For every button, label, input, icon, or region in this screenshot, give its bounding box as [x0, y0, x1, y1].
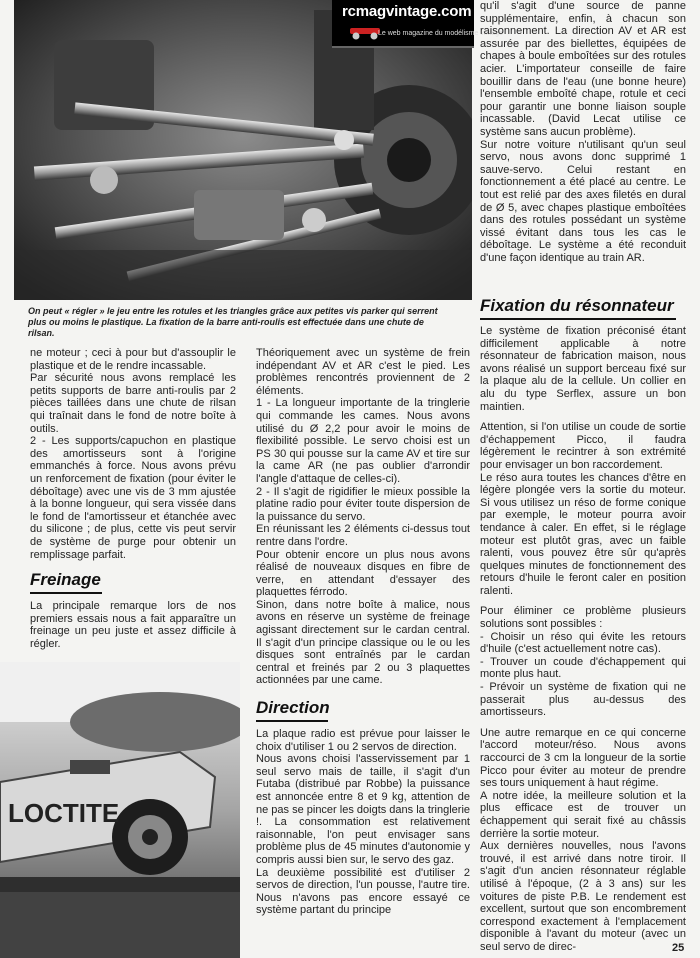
paragraph: Nous avons choisi l'asservissement par 1 seul servo mais de taille, il s'agit d'un Futaba (distribué par Robbe) la puissance est annoncée entre 8 et 9 kg, attention de ne pas se pincer les doigts dans la tringlerie !. La consommation est relativement raisonnable, l'on peut envisager sans problème plus de 45 minutes d'autonomie y compris aussi bien sur, le servo des gaz.	[256, 753, 471, 866]
paragraph: Théoriquement avec un système de frein indépendant AV et AR c'est le pied. Les problèmes rencontrés proviennent de 2 éléments.	[256, 347, 470, 397]
column-2-bottom	[256, 728, 470, 917]
heading-text: Direction	[256, 698, 330, 717]
heading-underline	[30, 592, 102, 594]
bodywork-lettering: LOCTITE	[8, 798, 120, 828]
heading-fixation-resonnateur	[480, 296, 674, 316]
heading-text: Fixation du résonnateur	[480, 296, 674, 315]
paragraph: Attention, si l'on utilise un coude de sortie d'échappement Picco, il faudra légèrement le recintrer à son extrémité pour envisager un bon raccordement.	[480, 421, 686, 471]
paragraph: Sinon, dans notre boîte à malice, nous avons en réserve un système de freinage agissant directement sur le cardan central. Il s'agit d'un principe classique ou le ou les disques sont entraînés par le cardan central et freinés par 2 ou 3 plaquettes actionnées par une came.	[256, 598, 470, 687]
paragraph: A notre idée, la meilleure solution et la plus efficace est de trouver un échappement qui serait fixé au châssis derrière la sortie moteur.	[480, 789, 686, 840]
paragraph: La plaque radio est prévue pour laisser le choix d'utiliser 1 ou 2 servos de direction.	[256, 728, 470, 753]
page-number: 25	[672, 942, 685, 954]
paragraph: En réunissant les 2 éléments ci-dessus tout rentre dans l'ordre.	[256, 523, 470, 548]
column-2-top	[256, 347, 470, 687]
paragraph: Sur notre voiture n'utilisant qu'un seul servo, nous avons donc supprimé 1 sauve-servo. Celui restant en fonctionnement a été placé au centre. Le tout est relié par des axes filetés en dural de Ø 5, avec chapes plastique emboîtées dans des rotules possédant un système vissé évitant dans tous les cas le déboîtage. Le système a été reconduit d'une façon identique au train AR.	[480, 138, 686, 264]
photo-caption: On peut « régler » le jeu entre les rotules et les triangles grâce aux petites vis parker qui serrent plus ou moins le plastique. La fixation de la barre anti-roulis est effectuée dans une chute de rilsan.	[28, 306, 438, 338]
paragraph: 1 - La longueur importante de la tringlerie qui commande les cames. Nous avons utilisé du Ø 2,2 pour avoir le moins de flexibilité possible. Le servo choisi est un PS 30 qui pousse sur la came AV et tire sur la came AR (ne pas oublier d'arrondir l'angle d'attaque de celles-ci).	[256, 397, 470, 485]
paragraph: 2 - Il s'agit de rigidifier le mieux possible la platine radio pour éviter toute dispersion de la puissance du servo.	[256, 485, 470, 523]
paragraph: Une autre remarque en ce qui concerne l'accord moteur/réso. Nous avons raccourci de 3 cm la longueur de la sortie Picco pour éviter au moteur de prendre ses tours uniquement à haut régime.	[480, 726, 686, 790]
paragraph: Le réso aura toutes les chances d'être en légère plongée vers la sortie du moteur. Si vous utilisez un réso de forme conique par exemple, le moteur pourra avoir tendance à caler. En effet, si le réglage moteur est plutôt gras, avec un faible ralenti, vous pouvez être sûr qu'après quelques minutes de fonctionnement des retours d'huile le feront caler en position ralenti.	[480, 471, 686, 597]
paragraph: ne moteur ; ceci à pour but d'assouplir le plastique et de le rendre incassable.	[30, 347, 236, 372]
heading-underline	[256, 720, 328, 722]
paragraph: - Choisir un réso qui évite les retours d'huile (c'est actuellement notre cas).	[480, 630, 686, 656]
paragraph: Par sécurité nous avons remplacé les petits supports de barre anti-roulis par 2 pièces taillées dans une chute de rilsan qui traînait dans le fond de notre boîte à outils.	[30, 372, 236, 435]
heading-underline	[480, 318, 676, 320]
heading-freinage	[30, 570, 101, 590]
car-photo	[0, 662, 240, 958]
paragraph: Pour obtenir encore un plus nous avons réalisé de nouveaux disques en fibre de verre, en attendant d'essayer des plaquettes férrodo.	[256, 548, 470, 599]
site-logo[interactable]	[332, 0, 503, 48]
paragraph: Le système de fixation préconisé étant difficilement applicable à notre résonnateur de fabrication maison, nous avons réalisé un support berceau fixé sur la plaque alu de la cellule. Un collier en alu du type Serflex, assure un bon maintien.	[480, 325, 686, 413]
paragraph: Pour éliminer ce problème plusieurs solutions sont possibles :	[480, 605, 686, 631]
logo-brand: rcmagvintage.com	[342, 3, 472, 20]
paragraph: - Prévoir un système de fixation qui ne passerait plus au-dessus des amortisseurs.	[480, 681, 686, 719]
paragraph: 2 - Les supports/capuchon en plastique des amortisseurs sont à l'origine emmanchés à force. Nous avons prévu un renforcement de fixation (pour éviter le déboîtage) avec une vis de 3 mm ajustée à la bonne longueur, qui sera vissée dans le fond de l'amortisseur et étanchée avec du silicone ; de plus, cette vis peut servir de système de purge pour obtenir un remplissage parfait.	[30, 435, 236, 561]
paragraph: - Trouver un coude d'échappement qui monte plus haut.	[480, 655, 686, 681]
paragraph: La deuxième possibilité est d'utiliser 2 servos de direction, l'un pousse, l'autre tire. Nous n'avons pas encore essayé ce système partant du principe	[256, 866, 470, 917]
heading-direction	[256, 698, 330, 718]
heading-text: Freinage	[30, 570, 101, 589]
column-3-top	[480, 0, 686, 264]
paragraph: qu'il s'agit d'une source de panne supplémentaire, enfin, à chacun son raisonnement. La direction AV et AR est assurée par des biellettes, équipées de chapes à boule emboîtées sur des rotules acier. L'importateur conseille de faire bouillir dans de l'eau (une bonne heure) l'ensemble emboîté chape, rotule et ceci pour garantir une bonne liaison souple incassable. (David Lecat utilise ce système sans aucun problème).	[480, 0, 686, 138]
column-1-top	[30, 347, 236, 561]
paragraph: La principale remarque lors de nos premiers essais nous a fait apparaître un freinage un peu juste et assez difficile à régler.	[30, 600, 236, 650]
paragraph: Aux dernières nouvelles, nous l'avons trouvé, il est arrivé dans notre tiroir. Il s'agit d'un ancien résonnateur réglable utilisé à l'époque, (2 à 3 ans) sur les voitures de piste P.B. Le rendement est excellent, surtout que son encombrement correspond exactement à l'emplacement disponible à l'avant du moteur (avec un seul servo de direc-	[480, 840, 686, 953]
column-1-bottom	[30, 600, 236, 650]
column-3-bottom	[480, 325, 686, 954]
logo-tagline: Le web magazine du modélisme vintage	[378, 30, 503, 37]
